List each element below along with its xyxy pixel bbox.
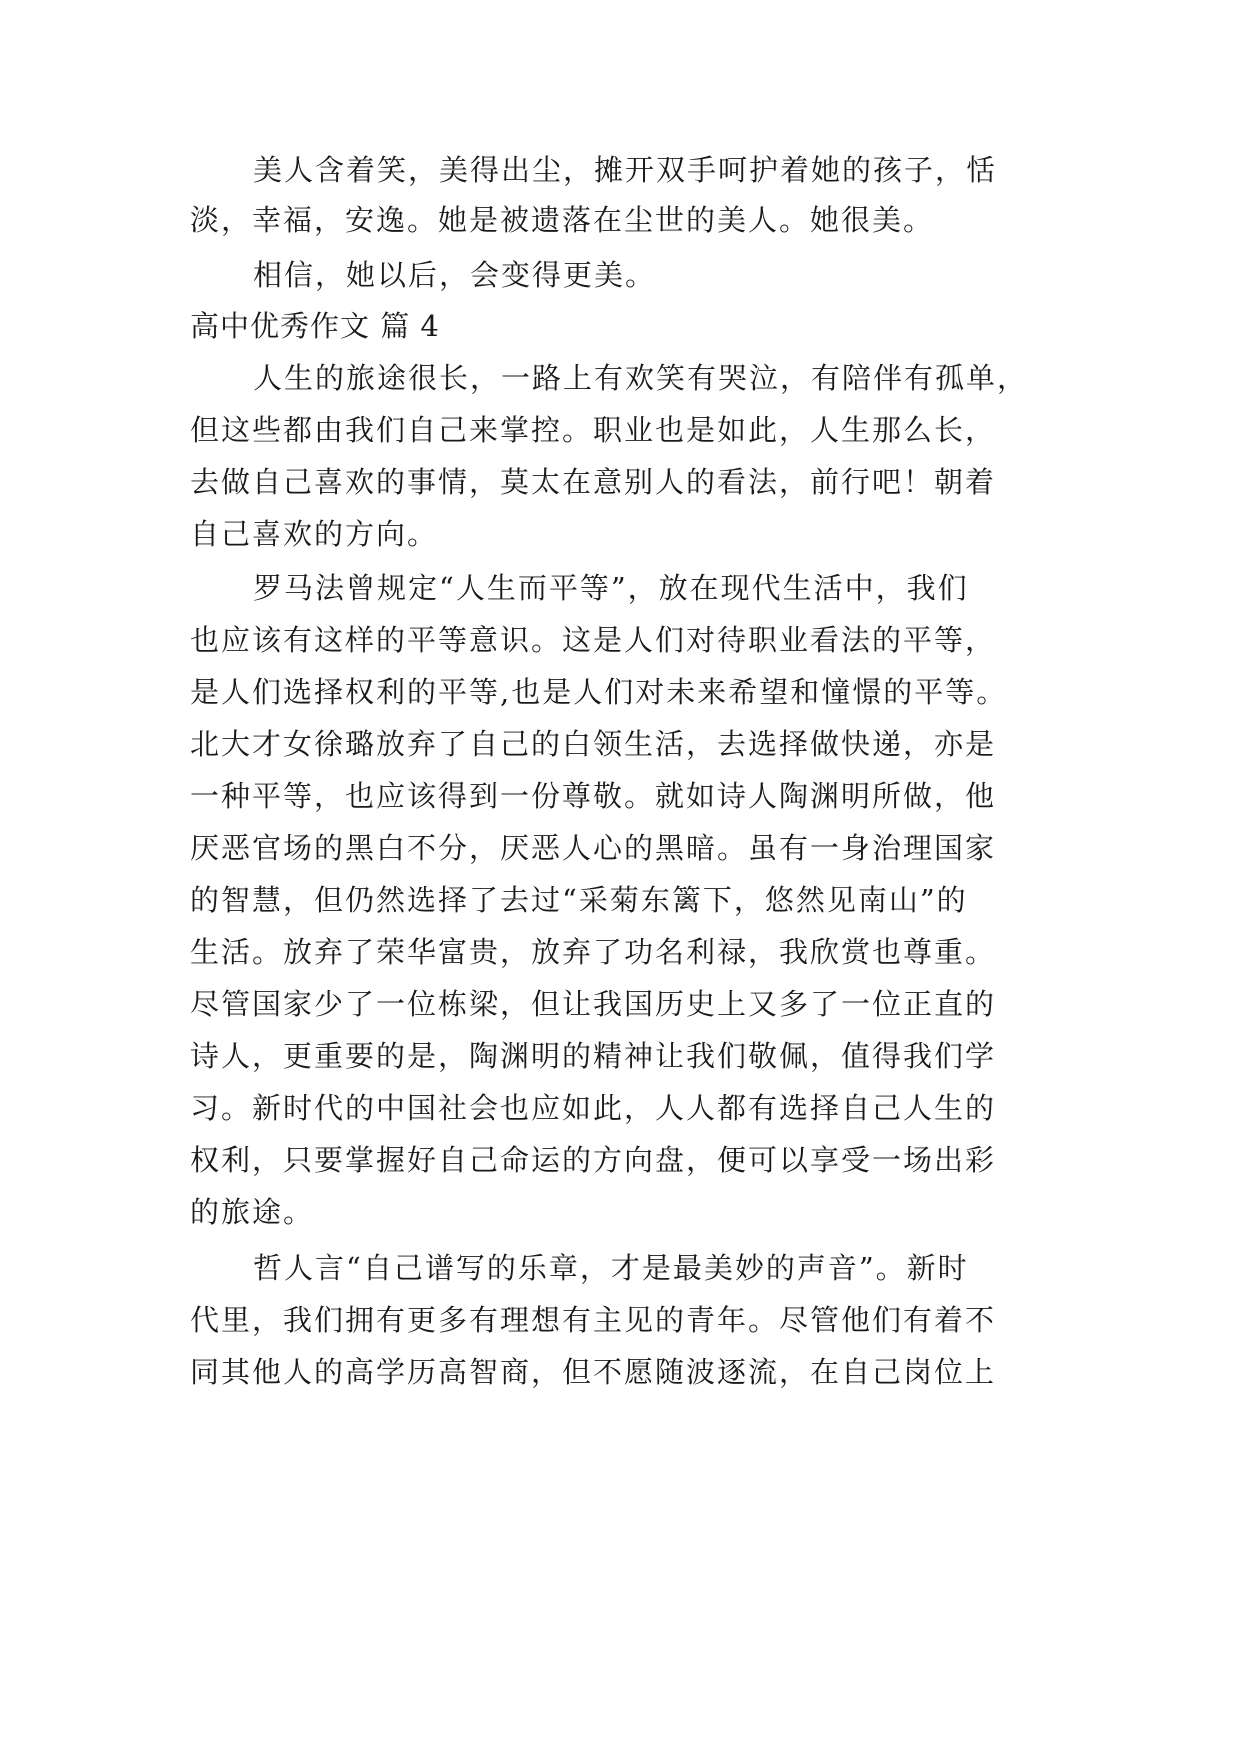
text-line: 但这些都由我们自己来掌控。职业也是如此，人生那么长，	[190, 413, 997, 447]
text-line: 的旅途。	[190, 1195, 315, 1229]
text-line: 美人含着笑，美得出尘，摊开双手呵护着她的孩子，恬	[253, 153, 998, 187]
text-line: 同其他人的高学历高智商，但不愿随波逐流，在自己岗位上	[190, 1355, 997, 1389]
text-line: 诗人，更重要的是，陶渊明的精神让我们敬佩，值得我们学	[190, 1039, 997, 1073]
text-line: 哲人言“自己谱写的乐章，才是最美妙的声音”。新时	[253, 1251, 969, 1285]
text-line: 生活。放弃了荣华富贵，放弃了功名利禄，我欣赏也尊重。	[190, 935, 997, 969]
text-line: 北大才女徐璐放弃了自己的白领生活，去选择做快递，亦是	[190, 727, 997, 761]
text-line: 习。新时代的中国社会也应如此，人人都有选择自己人生的	[190, 1091, 997, 1125]
text-line: 相信，她以后，会变得更美。	[253, 258, 657, 292]
text-line: 自己喜欢的方向。	[190, 517, 439, 551]
text-line: 罗马法曾规定“人生而平等”，放在现代生活中，我们	[253, 571, 969, 605]
text-line: 厌恶官场的黑白不分，厌恶人心的黑暗。虽有一身治理国家	[190, 831, 997, 865]
text-line: 代里，我们拥有更多有理想有主见的青年。尽管他们有着不	[190, 1303, 997, 1337]
text-line: 权利，只要掌握好自己命运的方向盘，便可以享受一场出彩	[190, 1143, 997, 1177]
text-line: 是人们选择权利的平等,也是人们对未来希望和憧憬的平等。	[190, 675, 1008, 709]
text-line: 淡，幸福，安逸。她是被遗落在尘世的美人。她很美。	[190, 203, 935, 237]
text-line: 尽管国家少了一位栋梁，但让我国历史上又多了一位正直的	[190, 987, 997, 1021]
text-line: 的智慧，但仍然选择了去过“采菊东篱下，悠然见南山”的	[190, 883, 968, 917]
text-line: 也应该有这样的平等意识。这是人们对待职业看法的平等，	[190, 623, 997, 657]
text-line: 去做自己喜欢的事情，莫太在意别人的看法，前行吧！朝着	[190, 465, 997, 499]
section-heading: 高中优秀作文 篇 4	[190, 309, 440, 343]
text-line: 一种平等，也应该得到一份尊敬。就如诗人陶渊明所做，他	[190, 779, 997, 813]
text-line: 人生的旅途很长，一路上有欢笑有哭泣，有陪伴有孤单，	[253, 361, 1029, 395]
